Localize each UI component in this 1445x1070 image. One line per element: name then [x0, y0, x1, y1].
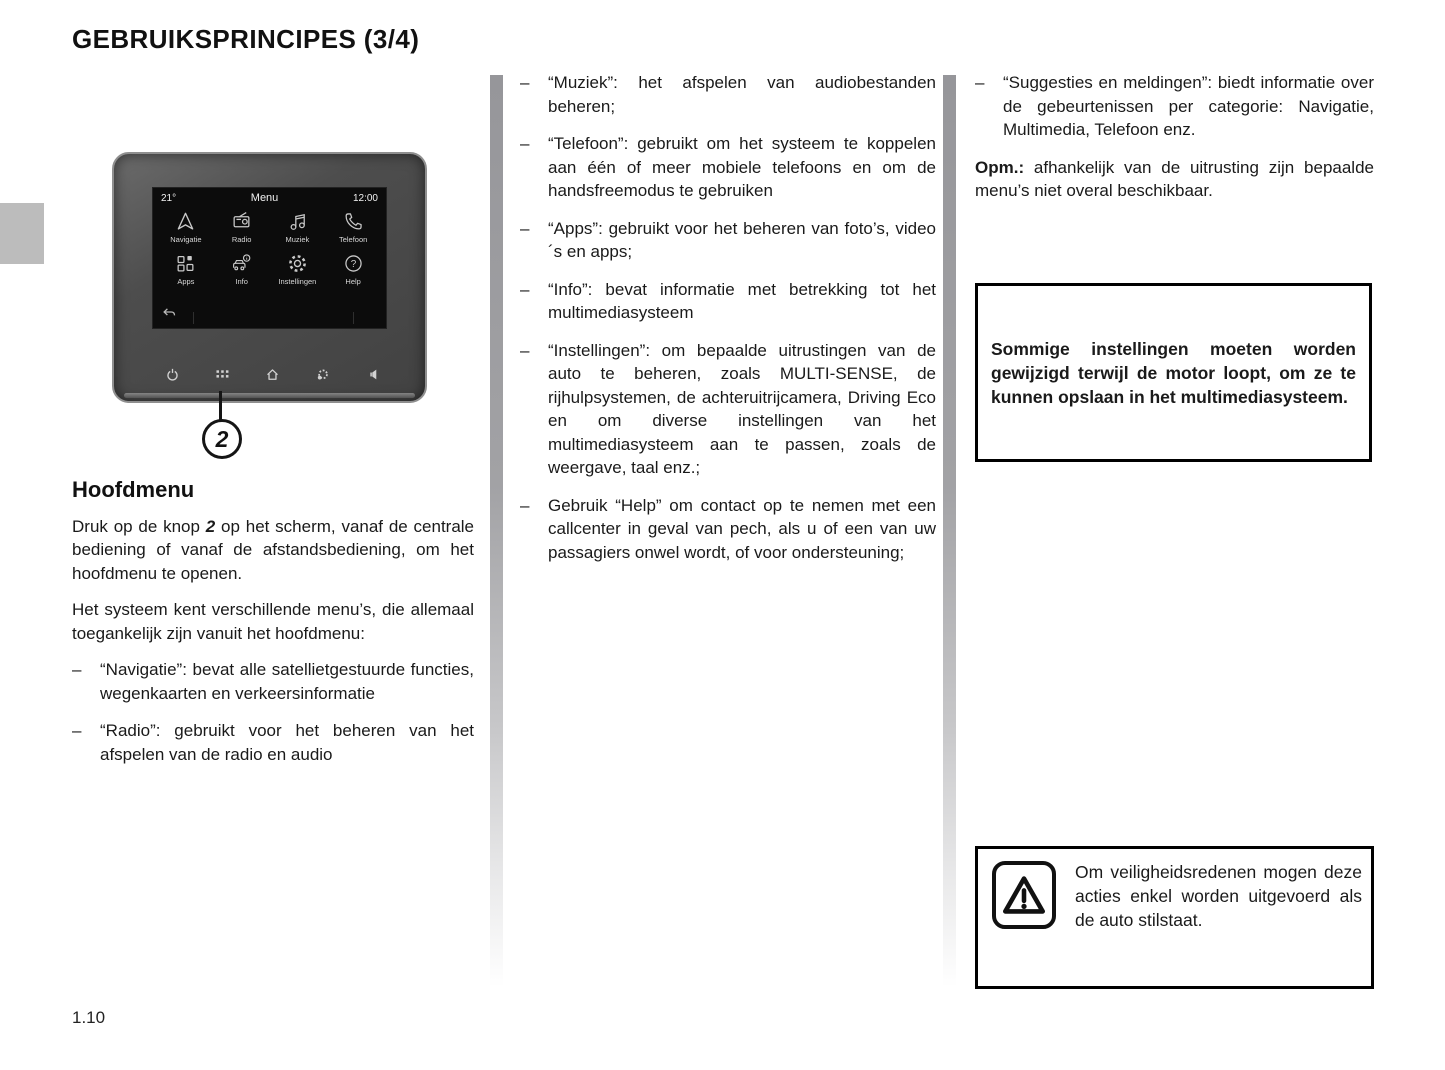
- power-icon: [166, 368, 179, 381]
- menu-item-instellingen: [270, 253, 326, 286]
- remark-label: Opm.:: [975, 157, 1025, 177]
- question-circle-icon: [343, 253, 364, 274]
- menu-item-help: [325, 253, 381, 286]
- menu-item-label: Help: [345, 277, 361, 286]
- menu-item-label: Apps: [177, 277, 195, 286]
- temperature-readout: 21°: [161, 192, 177, 204]
- bullet-text: “Apps”: gebruikt voor het beheren van foto’s, video´s en apps;: [548, 218, 936, 261]
- chapter-edge-tab: [0, 203, 44, 264]
- list-item: [72, 719, 474, 766]
- menu-item-label: Instellingen: [278, 277, 317, 286]
- screen-divider-tick: [193, 312, 194, 324]
- callout-leader-line: [219, 391, 222, 421]
- music-notes-icon: [287, 211, 308, 232]
- bullet-text: “Telefoon”: gebruikt om het systeem te koppelen aan één of meer mobiele telefoons en om de handsfreemodus te gebruiken: [548, 134, 936, 200]
- svg-text:?: ?: [350, 259, 356, 271]
- list-item: [520, 278, 936, 325]
- back-arrow-icon: [161, 305, 176, 318]
- bullet-text: “Info”: bevat informatie met betrekking tot het multimediasysteem: [548, 279, 936, 322]
- column-right: [975, 71, 1374, 216]
- column-left: [72, 478, 474, 780]
- menu-item-label: Muziek: [285, 235, 310, 244]
- bullet-dash: –: [72, 721, 82, 740]
- column-divider: [490, 75, 503, 987]
- bullet-text: “Radio”: gebruikt voor het beheren van het afspelen van de radio en audio: [100, 721, 474, 764]
- bullet-dash: –: [975, 73, 985, 92]
- bullet-text: “Suggesties en meldingen”: biedt informatie over de gebeurtenissen per categorie: Navigatie, Multimedia, Telefoon enz.: [1003, 73, 1374, 139]
- menu-item-label: Telefoon: [338, 235, 368, 244]
- bezel-button-row: [166, 368, 379, 381]
- menu-grid-icon: [216, 368, 229, 381]
- screen-title: Menu: [250, 192, 279, 204]
- menu-item-apps: [158, 253, 214, 286]
- menu-item-radio: [214, 211, 270, 244]
- speaker-icon: [366, 368, 379, 381]
- list-item: [72, 658, 474, 705]
- device-statusbar: [153, 188, 386, 204]
- clock-readout: 12:00: [352, 192, 378, 204]
- callout-reference: 2: [205, 516, 216, 536]
- bullet-dash: –: [520, 495, 530, 515]
- bullet-text: “Muziek”: het afspelen van audiobestanden beheren;: [548, 73, 936, 116]
- bullet-dash: –: [520, 73, 530, 92]
- home-icon: [266, 368, 279, 381]
- bullet-text: Gebruik “Help” om contact op te nemen met een callcenter in geval van pech, als u of een van uw passagiers onwel wordt, of voor ondersteuning;: [548, 495, 936, 562]
- menu-item-navigatie: [158, 211, 214, 244]
- menu-item-telefoon: [325, 211, 381, 244]
- paragraph: [72, 515, 474, 586]
- paragraph: Het systeem kent verschillende menu’s, die allemaal toegankelijk zijn vanuit het hoofdmenu:: [72, 600, 474, 643]
- section-heading: Hoofdmenu: [72, 477, 195, 502]
- menu-item-label: Radio: [231, 235, 252, 244]
- column-middle: [520, 71, 936, 578]
- device-screen: [152, 187, 387, 329]
- page-number: 1.10: [72, 1008, 106, 1027]
- menu-item-label: Info: [235, 277, 248, 286]
- bullet-dash: –: [520, 134, 530, 153]
- apps-grid-icon: [175, 253, 196, 274]
- engine-running-note-box: [975, 283, 1372, 462]
- menu-item-label: Navigatie: [170, 235, 202, 244]
- page-title: GEBRUIKSPRINCIPES (3/4): [72, 24, 420, 54]
- callout-2: 2: [202, 419, 242, 459]
- warning-triangle-icon: [992, 861, 1056, 929]
- safety-warning-box: [975, 846, 1374, 989]
- bullet-text: “Instellingen”: om bepaalde uitrustingen van de auto te beheren, zoals MULTI-SENSE, de rijhulpsystemen, de achteruitrijcamera, Driving Eco en om diverse instellingen van het multimediasysteem aan te passen, zoals de weergave, taal enz.;: [548, 340, 936, 477]
- bullet-dash: –: [520, 218, 530, 238]
- screen-divider-tick: [353, 312, 354, 324]
- bullet-dash: –: [520, 340, 530, 360]
- bullet-dash: –: [520, 279, 530, 299]
- menu-item-info: [214, 253, 270, 286]
- bullet-dash: –: [72, 660, 82, 679]
- gear-icon: [287, 253, 308, 274]
- column-divider: [943, 75, 956, 987]
- menu-item-muziek: [270, 211, 326, 244]
- bullet-text: “Navigatie”: bevat alle satellietgestuurde functies, wegenkaarten en verkeersinformatie: [100, 660, 474, 703]
- remark-text: afhankelijk van de uitrusting zijn bepaalde menu’s niet overal beschikbaar.: [975, 157, 1374, 200]
- radio-icon: [231, 211, 252, 232]
- list-item: [520, 494, 936, 565]
- list-item: [520, 339, 936, 480]
- paragraph-text: Druk op de knop: [72, 516, 206, 536]
- warning-text: Om veiligheidsredenen mogen deze acties enkel worden uitgevoerd als de auto stilstaat.: [1075, 862, 1362, 930]
- navigation-arrow-icon: [175, 211, 196, 232]
- device-menu-grid: [158, 211, 381, 286]
- back-button-area: [161, 305, 176, 323]
- paragraph-text: op het scherm, vanaf de centrale bediening of vanaf de afstandsbediening, om het hoofdmenu te openen.: [72, 516, 475, 583]
- list-item: [520, 71, 936, 118]
- phone-handset-icon: [343, 211, 364, 232]
- car-info-icon: [231, 253, 252, 274]
- list-item: [975, 71, 1374, 142]
- multimedia-display-figure: [112, 152, 427, 403]
- settings-shortcut-icon: [316, 368, 329, 381]
- remark-paragraph: [975, 156, 1374, 203]
- note-text: Sommige instellingen moeten worden gewijzigd terwijl de motor loopt, om ze te kunnen opslaan in het multimediasysteem.: [991, 338, 1356, 407]
- list-item: [520, 217, 936, 264]
- list-item: [520, 132, 936, 203]
